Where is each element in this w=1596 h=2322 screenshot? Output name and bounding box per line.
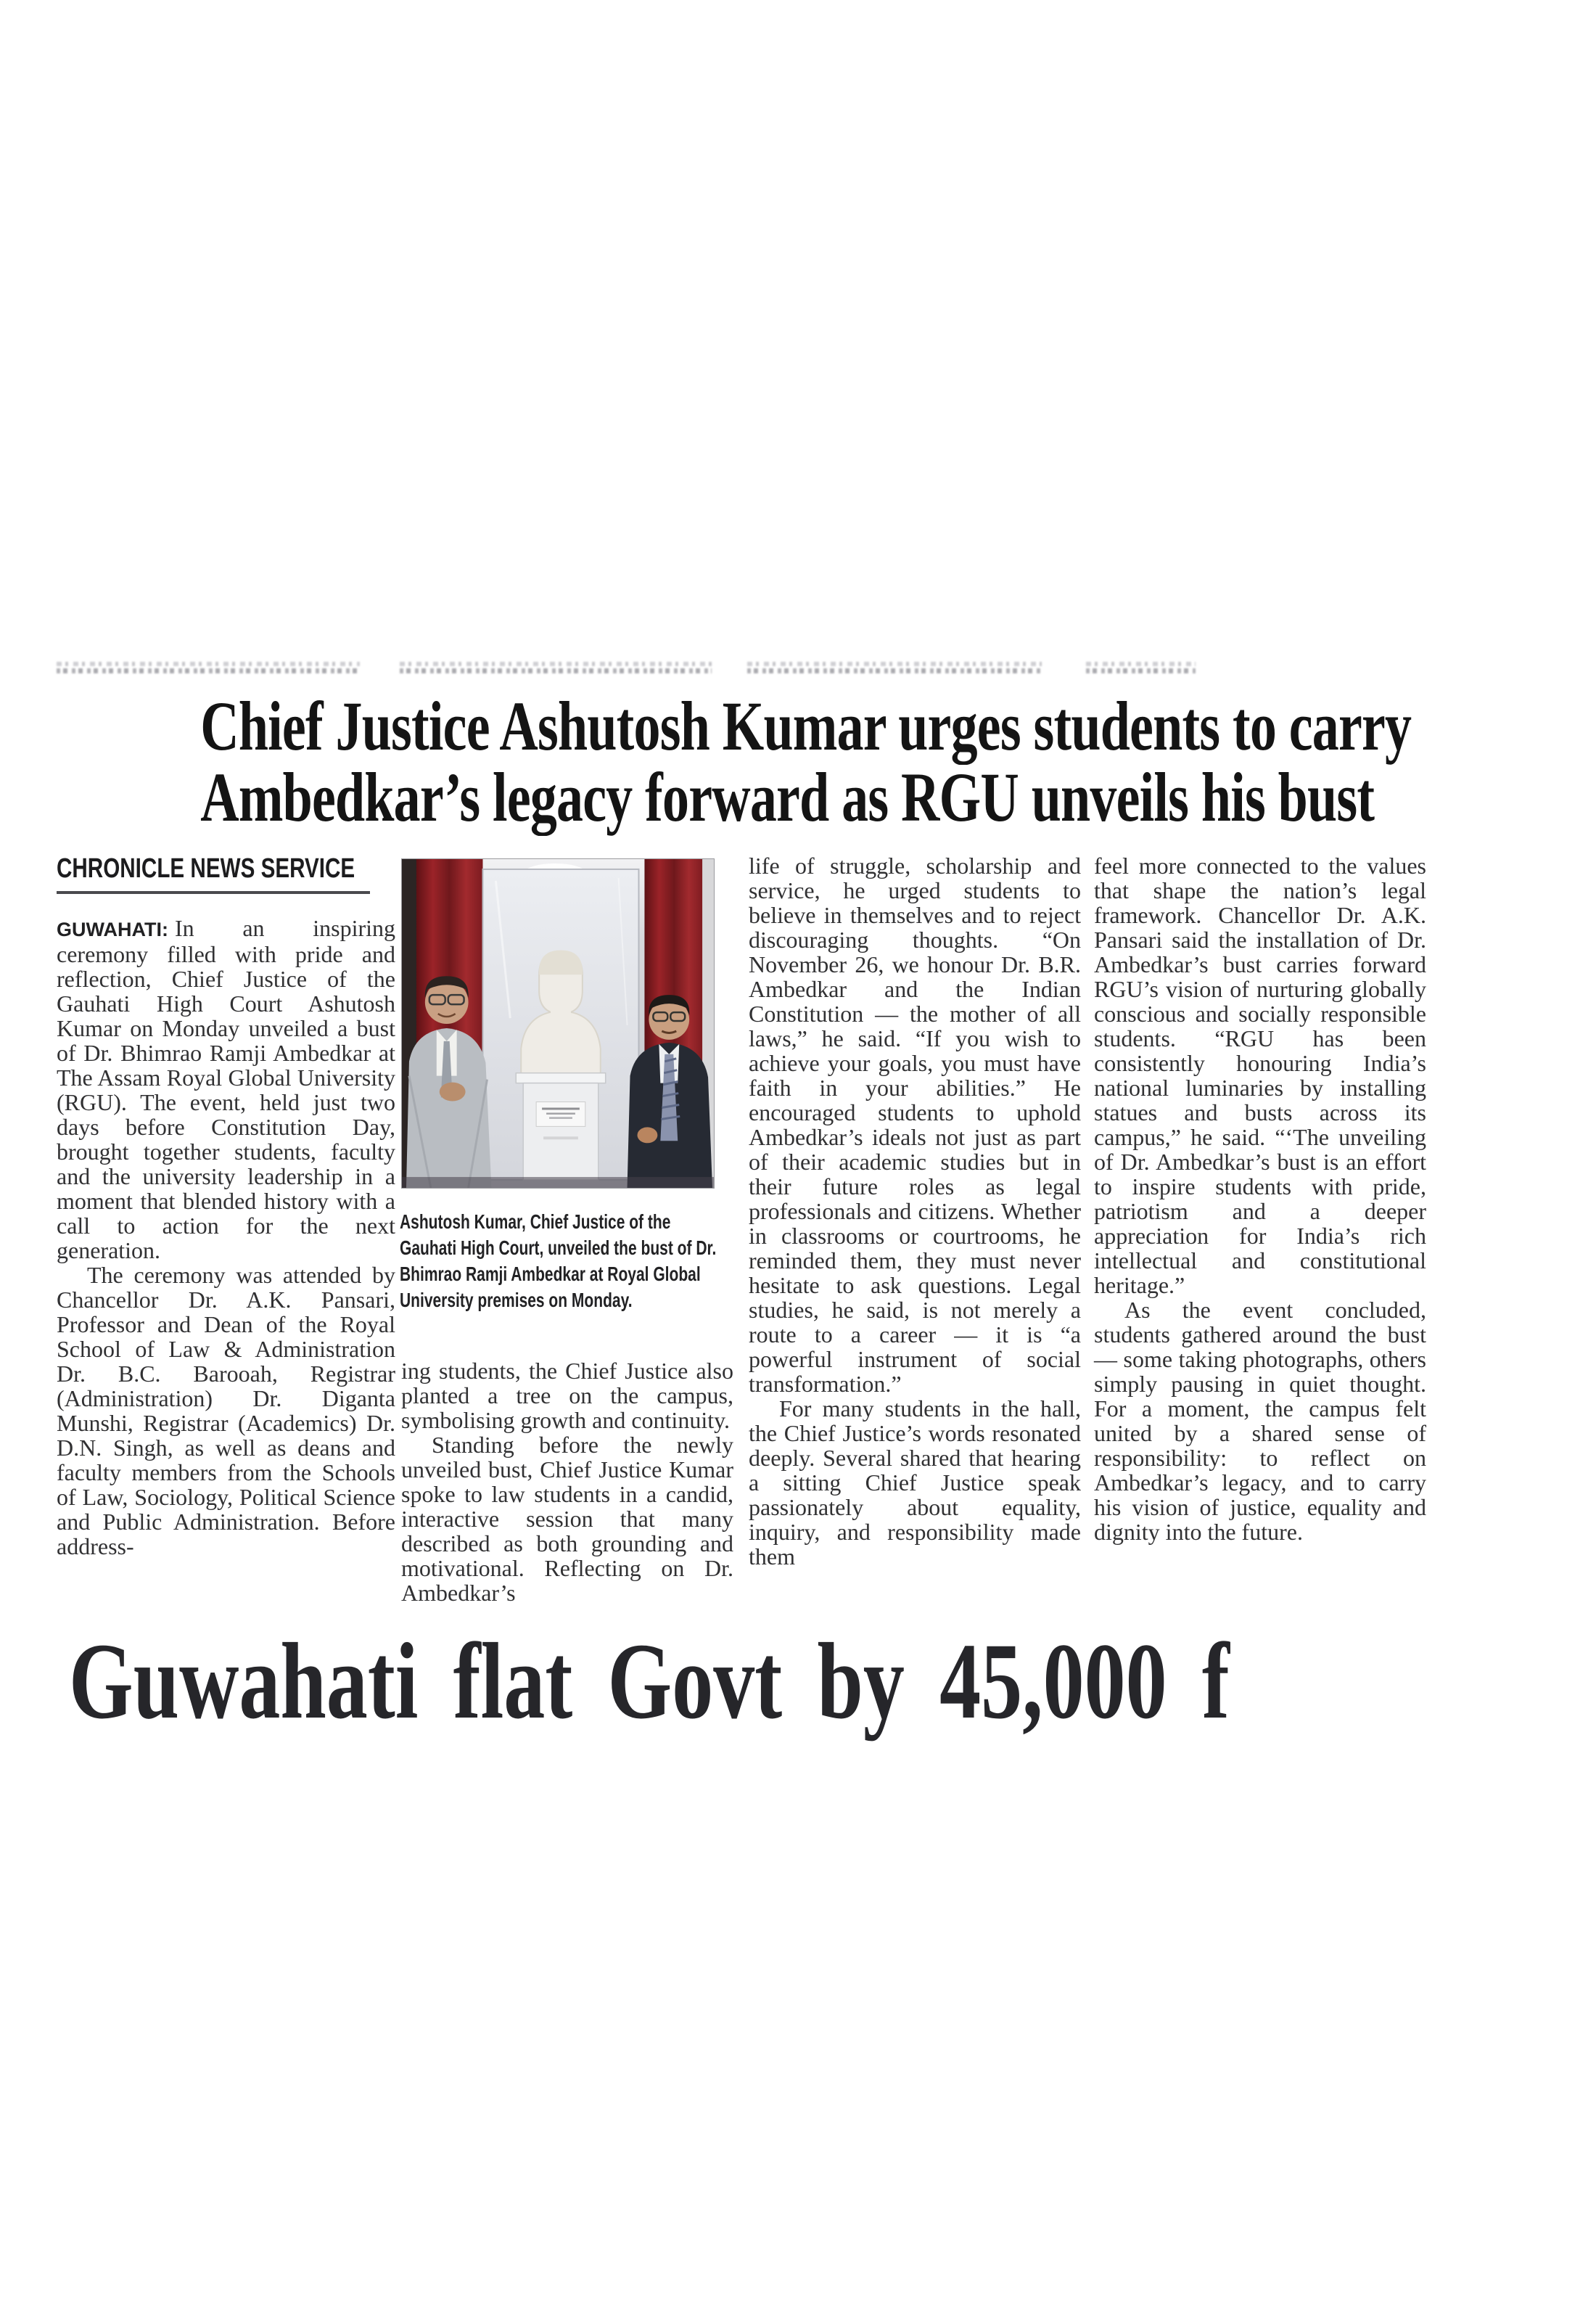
photo-illustration	[402, 859, 714, 1188]
paragraph: ing students, the Chief Justice also planted a tree on the campus, symbolising growth and continuity.	[401, 1358, 733, 1433]
photo-caption: Ashutosh Kumar, Chief Justice of the Gauhati High Court, unveiled the bust of Dr. Bhimrao Ramji Ambedkar at Royal Global University premises on Monday.	[400, 1210, 717, 1311]
news-service-kicker: CHRONICLE NEWS SERVICE	[57, 853, 355, 884]
headline-line-2: Ambedkar’s legacy forward as RGU unveils his bust	[200, 758, 1375, 836]
headline-line-1: Chief Justice Ashutosh Kumar urges students to carry	[200, 687, 1412, 765]
paragraph: For many students in the hall, the Chief Justice’s words resonated deeply. Several shared that hearing a sitting Chief Justice speak passionately about equality, inquiry, and responsibility made them	[749, 1395, 1081, 1570]
article-column-1	[57, 916, 395, 1559]
paragraph: Standing before the newly unveiled bust, Chief Justice Kumar spoke to law students in a candid, interactive session that many described as both grounding and motivational. Reflecting on Dr. Ambedkar’s	[401, 1432, 733, 1606]
paragraph: As the event concluded, students gathered around the bust — some taking photographs, others simply pausing in quiet thought. For a moment, the campus felt united by a shared sense of responsibility: to reflect on Ambedkar’s legacy, and to carry his vision of justice, equality and dignity into the future.	[1094, 1297, 1426, 1545]
paragraph: The ceremony was attended by Chancellor Dr. A.K. Pansari, Professor and Dean of the Royal School of Law & Administration Dr. B.C. Barooah, Registrar (Administration) Dr. Diganta Munshi, Registrar (Academics) Dr. D.N. Singh, as well as deans and faculty members from the Schools of Law, Sociology, Political Science and Public Administration. Before address-	[57, 1262, 395, 1559]
paragraph: life of struggle, scholarship and service, he urged students to believe in themselves and to reject discouraging thoughts. “On November 26, we honour Dr. B.R. Ambedkar and the Indian Constitution — the mother of all laws,” he said. “If you wish to achieve your goals, you must have faith in your abilities.” He encouraged students to uphold Ambedkar’s ideals not just as part of their academic studies but in their future roles as legal professionals and citizens. Whether in classrooms or courtrooms, he reminded them, they must never hesitate to ask questions. Legal studies, he said, is not merely a route to a career — it is “a powerful instrument of social transformation.”	[749, 853, 1081, 1397]
paragraph: feel more connected to the values that shape the nation’s legal framework. Chancellor Dr. A.K. Pansari said the installation of Dr. Ambedkar’s bust carries forward RGU’s vision of nurturing globally conscious and socially responsible students. “RGU has been consistently honouring India’s national luminaries by installing statues and busts across its campus,” he said. “‘The unveiling of Dr. Ambedkar’s bust is an effort to inspire students with pride, patriotism and a deeper appreciation for India’s rich intellectual and constitutional heritage.”	[1094, 853, 1426, 1298]
previous-article-remnant	[57, 662, 360, 675]
paragraph	[57, 916, 395, 1263]
kicker-underline	[57, 891, 370, 894]
next-article-clipped-headline	[69, 1621, 1295, 1742]
dateline: GUWAHATI:	[57, 919, 168, 940]
pedestal	[516, 1073, 605, 1180]
article-column-2	[401, 1358, 733, 1605]
previous-article-remnant	[1086, 662, 1196, 675]
previous-article-remnant	[400, 662, 712, 675]
article-photo	[401, 858, 715, 1189]
article-column-3	[749, 853, 1081, 1569]
paragraph-text: In an inspiring ceremony filled with pride and reflection, Chief Justice of the Gauhati High Court Ashutosh Kumar on Monday unveiled a bust of Dr. Bhimrao Ramji Ambedkar at The Assam Royal Global University (RGU). The event, held just two days before Constitution Day, brought together students, faculty and the university leadership in a moment that blended history with a call to action for the next generation.	[57, 915, 395, 1263]
article-column-4	[1094, 853, 1426, 1544]
clipped-headline-text: Guwahati flat Govt by 45,000 f	[69, 1621, 1230, 1742]
article-headline	[44, 687, 1412, 836]
floor-shadow	[402, 1177, 714, 1188]
previous-article-remnant	[747, 662, 1042, 675]
